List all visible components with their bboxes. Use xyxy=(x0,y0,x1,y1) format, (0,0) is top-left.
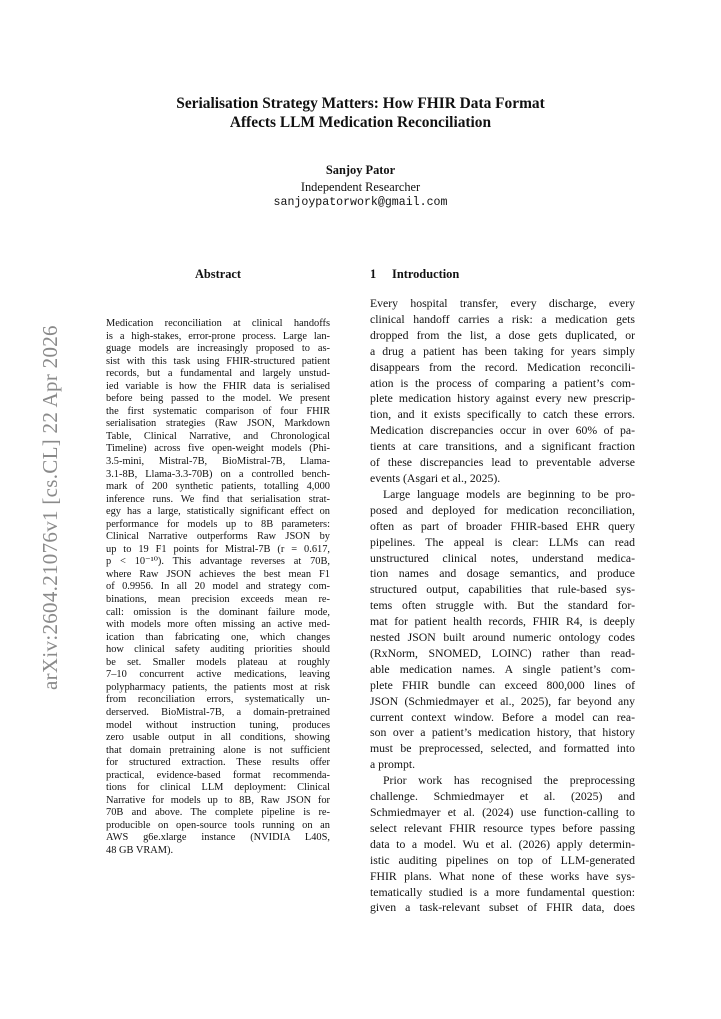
section-title: Introduction xyxy=(392,267,460,281)
abstract-line: with models more often missing an active med- xyxy=(106,619,330,631)
abstract-line: for structured extraction. These results offer xyxy=(106,757,330,769)
abstract-line: model without instruction tuning, produces xyxy=(106,719,330,731)
author-name: Sanjoy Pator xyxy=(325,163,396,177)
intro-line: dropped from the list, a dose gets duplicated, or xyxy=(370,328,635,342)
abstract-heading: Abstract xyxy=(194,267,242,281)
intro-line: tematically studied is a more fundamental question: xyxy=(370,885,635,899)
intro-line: istic auditing pipelines on top of LLM-generated xyxy=(370,853,635,867)
intro-line: plete FHIR bundle can exceed 800,000 lines of xyxy=(370,678,635,692)
abstract-line: sist with this task using FHIR-structured patient xyxy=(106,355,330,367)
abstract-line: that domain pretraining alone is not sufficient xyxy=(106,744,330,756)
abstract-line: Table, Clinical Narrative, and Chronological xyxy=(106,430,330,442)
abstract-line: call: omission is the dominant failure mode, xyxy=(106,606,330,618)
intro-line: disappears from the record. Medication reconcili- xyxy=(370,360,635,374)
title-line: Affects LLM Medication Reconciliation xyxy=(229,114,492,131)
intro-line: of these discrepancies lead to preventable adverse xyxy=(370,456,635,470)
abstract-line: serialisation strategies (Raw JSON, Markdown xyxy=(106,418,330,430)
abstract-line: be set. Smaller models plateau at roughly xyxy=(106,656,330,668)
intro-line: select relevant FHIR resource types before passing xyxy=(370,821,635,835)
intro-line: often as part of broader FHIR-based EHR query xyxy=(370,519,635,533)
abstract-line: the first systematic comparison of four FHIR xyxy=(106,405,330,417)
intro-line: tion, and it exists specifically to catch these errors. xyxy=(370,408,635,422)
abstract-line: 3.1-8B, Llama-3.3-70B) on a controlled bench- xyxy=(106,468,330,480)
intro-line: clinical handoff carries a risk: a medication gets xyxy=(370,312,635,326)
intro-line: unstructured clinical notes, understand medica- xyxy=(370,551,635,565)
abstract-line: of 0.9956. In all 20 model and strategy com- xyxy=(106,581,330,593)
abstract-line: performance for models up to 8B parameters: xyxy=(106,518,330,530)
intro-line: FHIR plans. What none of these works have sys- xyxy=(370,869,635,883)
section-number: 1 xyxy=(370,267,377,281)
abstract-line: AWS g6e.xlarge instance (NVIDIA L40S, xyxy=(106,832,330,844)
intro-line: Large language models are beginning to be pro- xyxy=(383,487,635,501)
intro-line: son over a patient’s medication history, that history xyxy=(370,726,635,740)
intro-line: (RxNorm, SNOMED, LOINC) rather than read- xyxy=(370,646,635,660)
intro-line: JSON (Schmiedmayer et al., 2025), far beyond any xyxy=(370,694,635,708)
intro-line: tems often struggle with. But the standard for- xyxy=(370,599,635,613)
arxiv-identifier-stamp: arXiv:2604.21076v1 [cs.CL] 22 Apr 2026 xyxy=(38,325,62,690)
abstract-line: up to 19 F1 points for Mistral-7B (r = 0.617, xyxy=(106,543,330,555)
author-affiliation: Independent Researcher xyxy=(300,179,421,194)
abstract-line: ied variable is how the FHIR data is serialised xyxy=(106,380,330,392)
introduction-body xyxy=(370,296,635,916)
intro-line: Prior work has recognised the preprocessing xyxy=(383,774,635,788)
abstract-line: where Raw JSON achieves the best mean F1 xyxy=(106,568,330,580)
intro-line: a drug a patient has been taking for years simply xyxy=(370,344,635,358)
abstract-line: is a high-stakes, error-prone process. Large lan- xyxy=(106,330,330,342)
abstract-line: p < 10⁻¹⁰). This advantage reverses at 70B, xyxy=(106,556,330,568)
abstract-line: Narrative for models up to 8B, Raw JSON for xyxy=(106,794,330,806)
intro-line: a prompt. xyxy=(370,758,416,772)
abstract-line: practical, evidence-based format recommenda- xyxy=(106,769,330,781)
abstract-line: ication than fabricating one, which changes xyxy=(106,631,330,643)
intro-line: pipelines. The appeal is clear: LLMs can read xyxy=(370,535,635,549)
abstract-line: 7–10 concurrent active medications, leaving xyxy=(106,669,330,681)
intro-line: must be preprocessed, selected, and formatted into xyxy=(370,742,635,756)
author-block xyxy=(0,162,721,212)
intro-line: Schmiedmayer et al. (2024) use function-calling to xyxy=(370,806,635,819)
abstract-line: Timeline) across five open-weight models (Phi- xyxy=(106,443,330,455)
abstract-body xyxy=(106,318,330,858)
intro-line: posed and deployed for medication reconciliation, xyxy=(370,503,635,517)
abstract-line: polypharmacy patients, the patients most at risk xyxy=(106,681,330,693)
intro-line: able medication names. A single patient’s com- xyxy=(370,662,635,676)
intro-line: events (Asgari et al., 2025). xyxy=(370,471,501,485)
abstract-line: derserved. BioMistral-7B, a domain-pretrained xyxy=(106,706,330,718)
abstract-line: tions for clinical LLM deployment: Clinical xyxy=(106,782,330,794)
intro-line: mat for patient health records, FHIR R4, is deeply xyxy=(370,615,635,629)
section-heading xyxy=(370,267,459,282)
intro-line: tients at care transitions, and a significant fraction xyxy=(370,440,635,454)
abstract-line: producible on open-source tools running on an xyxy=(106,819,330,831)
intro-line: nested JSON built around numeric ontology codes xyxy=(370,631,635,645)
author-email[interactable]: sanjoypatorwork@gmail.com xyxy=(273,196,448,209)
intro-line: ation is the process of comparing a patient’s com- xyxy=(370,376,635,390)
intro-line: given a task-relevant subset of FHIR data, does xyxy=(370,901,635,915)
abstract-line: records, but a fundamental and largely unstud- xyxy=(106,368,330,380)
abstract-line: how clinical safety auditing priorities should xyxy=(106,644,330,656)
abstract-line: Clinical Narrative outperforms Raw JSON by xyxy=(106,531,330,543)
intro-line: Medication discrepancies occur in over 60% of pa- xyxy=(370,424,635,438)
abstract-line: 70B and above. The complete pipeline is re- xyxy=(106,807,330,819)
intro-line: structured output, capabilities that rule-based sys- xyxy=(370,583,635,597)
abstract-line: before being passed to the model. We present xyxy=(106,393,330,405)
intro-line: plete medication history against every new prescrip- xyxy=(370,392,635,406)
abstract-line: from reconciliation errors, systematically un- xyxy=(106,694,330,706)
abstract-line: 3.5-mini, Mistral-7B, BioMistral-7B, Llama- xyxy=(106,456,330,468)
abstract-line: binations, mean precision exceeds mean re- xyxy=(106,594,330,606)
abstract-line: egy has a large, statistically significant effect on xyxy=(106,506,330,518)
abstract-line: mark of 200 synthetic patients, totalling 4,000 xyxy=(106,481,330,493)
abstract-line: guage models are increasingly proposed to as- xyxy=(106,343,330,355)
abstract-line: 48 GB VRAM). xyxy=(106,844,174,856)
intro-line: challenge. Schmiedmayer et al. (2025) and xyxy=(370,790,635,804)
abstract-line: Medication reconciliation at clinical handoffs xyxy=(106,318,330,329)
intro-line: Every hospital transfer, every discharge, every xyxy=(370,297,635,310)
paper-title xyxy=(0,94,721,132)
intro-line: current context window. Before a model can rea- xyxy=(370,710,635,724)
title-line: Serialisation Strategy Matters: How FHIR Data Format xyxy=(176,95,545,112)
intro-line: data to a model. Wu et al. (2026) apply determin- xyxy=(370,837,635,851)
abstract-line: zero usable output in all conditions, showing xyxy=(106,732,330,744)
abstract-line: inference runs. We find that serialisation strat- xyxy=(106,493,330,505)
intro-line: tion names and dosage semantics, and produce xyxy=(370,567,635,581)
